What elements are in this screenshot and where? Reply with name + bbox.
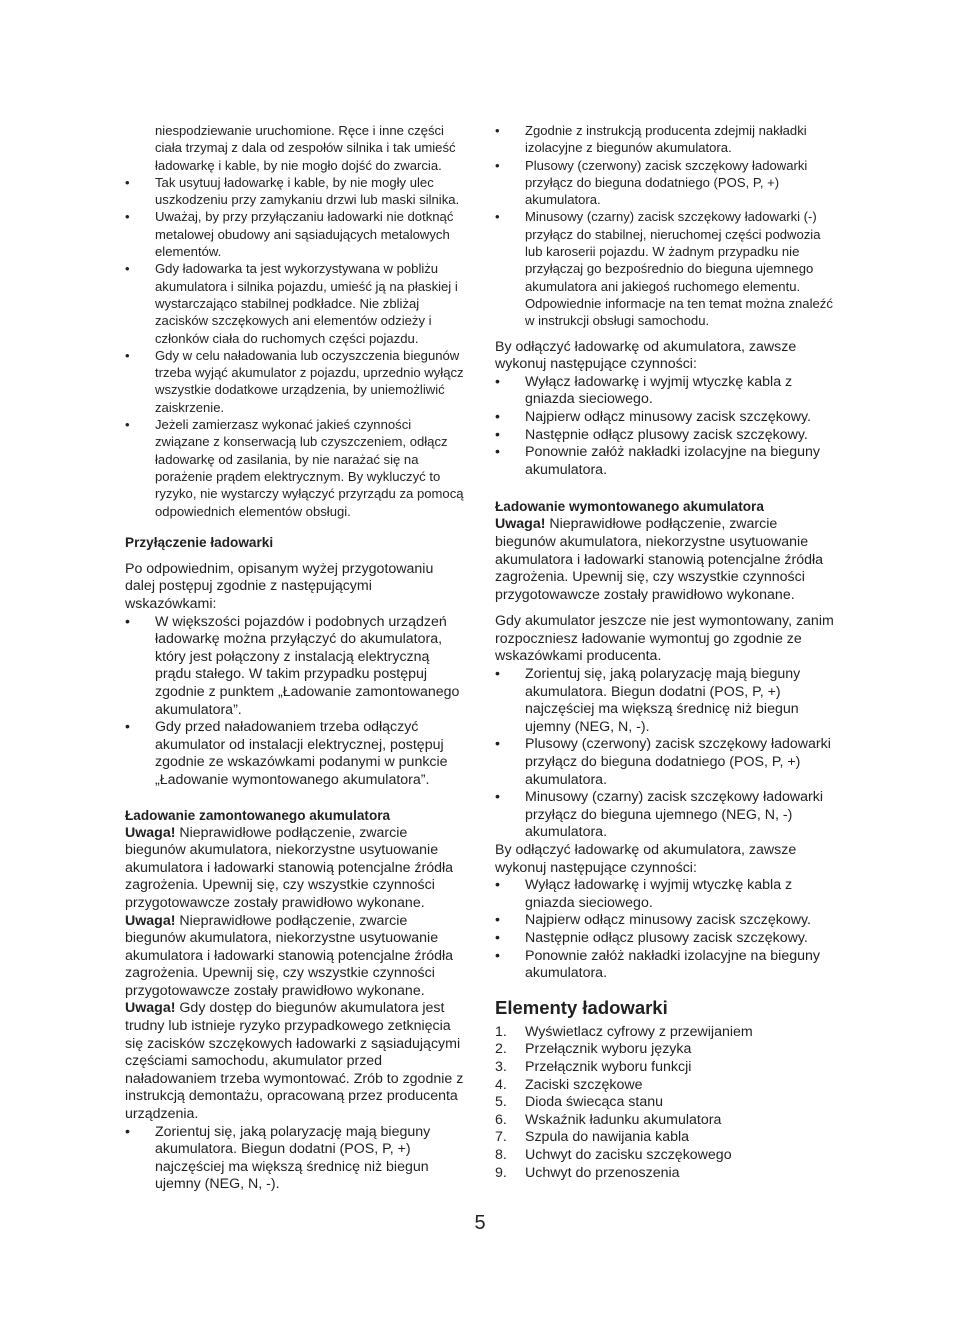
list-item: [495, 1041, 836, 1059]
list-item: [495, 1059, 836, 1077]
continuation-paragraph: niespodziewanie uruchomione. Ręce i inne części ciała trzymaj z dala od zespołów silnika i tak umieść ładowarkę i kable, by nie mogło dojść do zwarcia.: [155, 123, 456, 173]
item-label: Wyświetlacz cyfrowy z przewijaniem: [525, 1023, 753, 1040]
list-item: • Gdy ładowarka ta jest wykorzystywana w pobliżu akumulatora i silnika pojazdu, umieść ją na płaskiej i wystarczająco stabilnej podkładce. Nie zbliżaj zacisków szczękowych ani elementów odzieży i członków ciała do ruchomych części pojazdu.: [125, 260, 466, 346]
item-label: Uchwyt do przenoszenia: [525, 1164, 680, 1181]
removed-bullet-list: [495, 666, 836, 842]
warning-label: Uwaga!: [125, 1000, 176, 1017]
item-label: Przełącznik wyboru funkcji: [525, 1058, 692, 1075]
list-item: • Następnie odłącz plusowy zacisk szczękowy.: [495, 427, 836, 445]
list-item: • Zgodnie z instrukcją producenta zdejmij nakładki izolacyjne z biegunów akumulatora.: [495, 122, 836, 157]
list-item: • Gdy w celu naładowania lub oczyszczenia biegunów trzeba wyjąć akumulator z pojazdu, uprzednio wyłącz wszystkie dodatkowe urządzenia, by uniemożliwić zaiskrzenie.: [125, 347, 466, 416]
section-heading-removed: Ładowanie wymontowanego akumulatora: [495, 499, 764, 515]
list-item: • Minusowy (czarny) zacisk szczękowy ładowarki przyłącz do bieguna ujemnego (NEG, N, -) akumulatora.: [495, 789, 836, 842]
item-number: 7.: [495, 1129, 507, 1146]
mounted-steps-list: [495, 122, 836, 330]
page-number: 5: [474, 1212, 486, 1234]
list-item: • Tak usytuuj ładowarkę i kable, by nie mogły ulec uszkodzeniu przy zamykaniu drzwi lub maski silnika.: [125, 174, 466, 209]
item-label: Uchwyt do zacisku szczękowego: [525, 1146, 732, 1163]
list-item: [495, 1094, 836, 1112]
right-column: [495, 122, 836, 1182]
list-item: • Zorientuj się, jaką polaryzację mają bieguny akumulatora. Biegun dodatni (POS, P, +) najczęściej ma większą średnicę niż biegun ujemny (NEG, N, -).: [495, 666, 836, 736]
warning-paragraph: [495, 516, 836, 604]
item-number: 9.: [495, 1164, 507, 1181]
list-item: [495, 1129, 836, 1147]
list-item: • Wyłącz ładowarkę i wyjmij wtyczkę kabla z gniazda sieciowego.: [495, 374, 836, 409]
warning-text: Nieprawidłowe podłączenie, zwarcie biegunów akumulatora, niekorzystne usytuowanie akumulatora i ładowarki stanowią potencjalne źródła zagrożenia. Upewnij się, czy wszystkie czynności przygotowawcze zostały prawidłowo wykonane.: [125, 824, 454, 911]
list-item: • W większości pojazdów i podobnych urządzeń ładowarkę można przyłączyć do akumulatora, który jest połączony z instalacją elektryczną prądu stałego. W takim przypadku postępuj zgodnie z punktem „Ładowanie zamontowanego akumulatora”.: [125, 614, 466, 720]
list-item: • Plusowy (czerwony) zacisk szczękowy ładowarki przyłącz do bieguna dodatniego (POS, P, +) akumulatora.: [495, 157, 836, 209]
list-item: [495, 1024, 836, 1042]
item-number: 5.: [495, 1094, 507, 1111]
list-item: • Następnie odłącz plusowy zacisk szczękowy.: [495, 930, 836, 948]
list-item: [495, 1112, 836, 1130]
mounted-bullet-list: [125, 1124, 466, 1194]
item-label: Szpula do nawijania kabla: [525, 1129, 690, 1146]
section-heading-elements: Elementy ładowarki: [495, 996, 668, 1018]
list-item: • Jeżeli zamierzasz wykonać jakieś czynności związane z konserwacją lub czyszczeniem, odłącz ładowarkę od zasilania, by nie narażać się na porażenie prądem elektrycznym. By wykluczyć to ryzyko, nie wystarczy wyłączyć przyrządu za pomocą odpowiednich elementów obsługi.: [125, 416, 466, 520]
list-item: • Najpierw odłącz minusowy zacisk szczękowy.: [495, 409, 836, 427]
list-item: • Najpierw odłącz minusowy zacisk szczękowy.: [495, 912, 836, 930]
disconnect-bullet-list: [495, 374, 836, 480]
item-number: 4.: [495, 1076, 507, 1093]
section-heading-connect: Przyłączenie ładowarki: [125, 534, 274, 550]
item-number: 3.: [495, 1058, 507, 1075]
item-number: 1.: [495, 1023, 507, 1040]
warning-paragraph: [125, 825, 466, 913]
safety-bullet-list: [125, 174, 466, 520]
list-item: [495, 1147, 836, 1165]
warning-text: Gdy dostęp do biegunów akumulatora jest trudny lub istnieje ryzyko przypadkowego zetknięcia się zacisków szczękowych ładowarki z sąsiadującymi częściami samochodu, akumulator przed naładowaniem trzeba wymontować. Zrób to zgodnie z instrukcją demontażu, opracowaną przez producenta urządzenia.: [125, 1000, 464, 1123]
disconnect-intro: By odłączyć ładowarkę od akumulatora, zawsze wykonuj następujące czynności:: [495, 842, 797, 876]
item-number: 6.: [495, 1111, 507, 1128]
disconnect-bullet-list: [495, 877, 836, 983]
left-column: [125, 122, 466, 1194]
item-label: Wskaźnik ładunku akumulatora: [525, 1111, 722, 1128]
warning-label: Uwaga!: [125, 824, 176, 841]
list-item: • Zorientuj się, jaką polaryzację mają bieguny akumulatora. Biegun dodatni (POS, P, +) najczęściej ma większą średnicę niż biegun ujemny (NEG, N, -).: [125, 1124, 466, 1194]
list-item: [495, 1077, 836, 1095]
item-number: 2.: [495, 1041, 507, 1058]
removed-intro: Gdy akumulator jeszcze nie jest wymontowany, zanim rozpoczniesz ładowanie wymontuj go zgodnie ze wskazówkami producenta.: [495, 613, 834, 665]
list-item: • Gdy przed naładowaniem trzeba odłączyć akumulator od instalacji elektrycznej, postępuj zgodnie ze wskazówkami podanymi w punkcie „Ładowanie wymontowanego akumulatora”.: [125, 719, 466, 789]
item-label: Przełącznik wyboru języka: [525, 1041, 692, 1058]
item-number: 8.: [495, 1146, 507, 1163]
item-label: Dioda świecąca stanu: [525, 1094, 664, 1111]
warning-paragraph: [125, 1000, 466, 1123]
disconnect-intro: By odłączyć ładowarkę od akumulatora, zawsze wykonuj następujące czynności:: [495, 338, 797, 373]
item-label: Zaciski szczękowe: [525, 1076, 643, 1093]
list-item: • Wyłącz ładowarkę i wyjmij wtyczkę kabla z gniazda sieciowego.: [495, 877, 836, 912]
warning-label: Uwaga!: [495, 516, 546, 533]
warning-paragraph: [125, 913, 466, 1001]
elements-list: [495, 1024, 836, 1182]
list-item: • Ponownie załóż nakładki izolacyjne na bieguny akumulatora.: [495, 948, 836, 983]
warning-label: Uwaga!: [125, 912, 176, 929]
list-item: • Plusowy (czerwony) zacisk szczękowy ładowarki przyłącz do bieguna dodatniego (POS, P, +) akumulatora.: [495, 736, 836, 789]
list-item: [495, 1165, 836, 1183]
list-item: • Uważaj, by przy przyłączaniu ładowarki nie dotknąć metalowej obudowy ani sąsiadujących metalowych elementów.: [125, 208, 466, 260]
list-item: • Ponownie załóż nakładki izolacyjne na bieguny akumulatora.: [495, 444, 836, 479]
warning-text: Nieprawidłowe podłączenie, zwarcie biegunów akumulatora, niekorzystne usytuowanie akumulatora i ładowarki stanowią potencjalne źródła zagrożenia. Upewnij się, czy wszystkie czynności przygotowawcze zostały prawidłowo wykonane.: [495, 516, 824, 603]
section-heading-mounted: Ładowanie zamontowanego akumulatora: [125, 807, 391, 823]
warning-text: Nieprawidłowe podłączenie, zwarcie biegunów akumulatora, niekorzystne usytuowanie akumulatora i ładowarki stanowią potencjalne źródła zagrożenia. Upewnij się, czy wszystkie czynności przygotowawcze zostały prawidłowo wykonane.: [125, 912, 454, 999]
connect-intro: Po odpowiednim, opisanym wyżej przygotowaniu dalej postępuj zgodnie z następującymi wskazówkami:: [125, 560, 434, 613]
list-item: • Minusowy (czarny) zacisk szczękowy ładowarki (-) przyłącz do stabilnej, nieruchomej części podwozia lub karoserii pojazdu. W żadnym przypadku nie przyłączaj go bezpośrednio do bieguna ujemnego akumulatora ani jakiegoś ruchomego elementu. Odpowiednie informacje na ten temat można znaleźć w instrukcji obsługi samochodu.: [495, 208, 836, 329]
connect-bullet-list: [125, 614, 466, 790]
